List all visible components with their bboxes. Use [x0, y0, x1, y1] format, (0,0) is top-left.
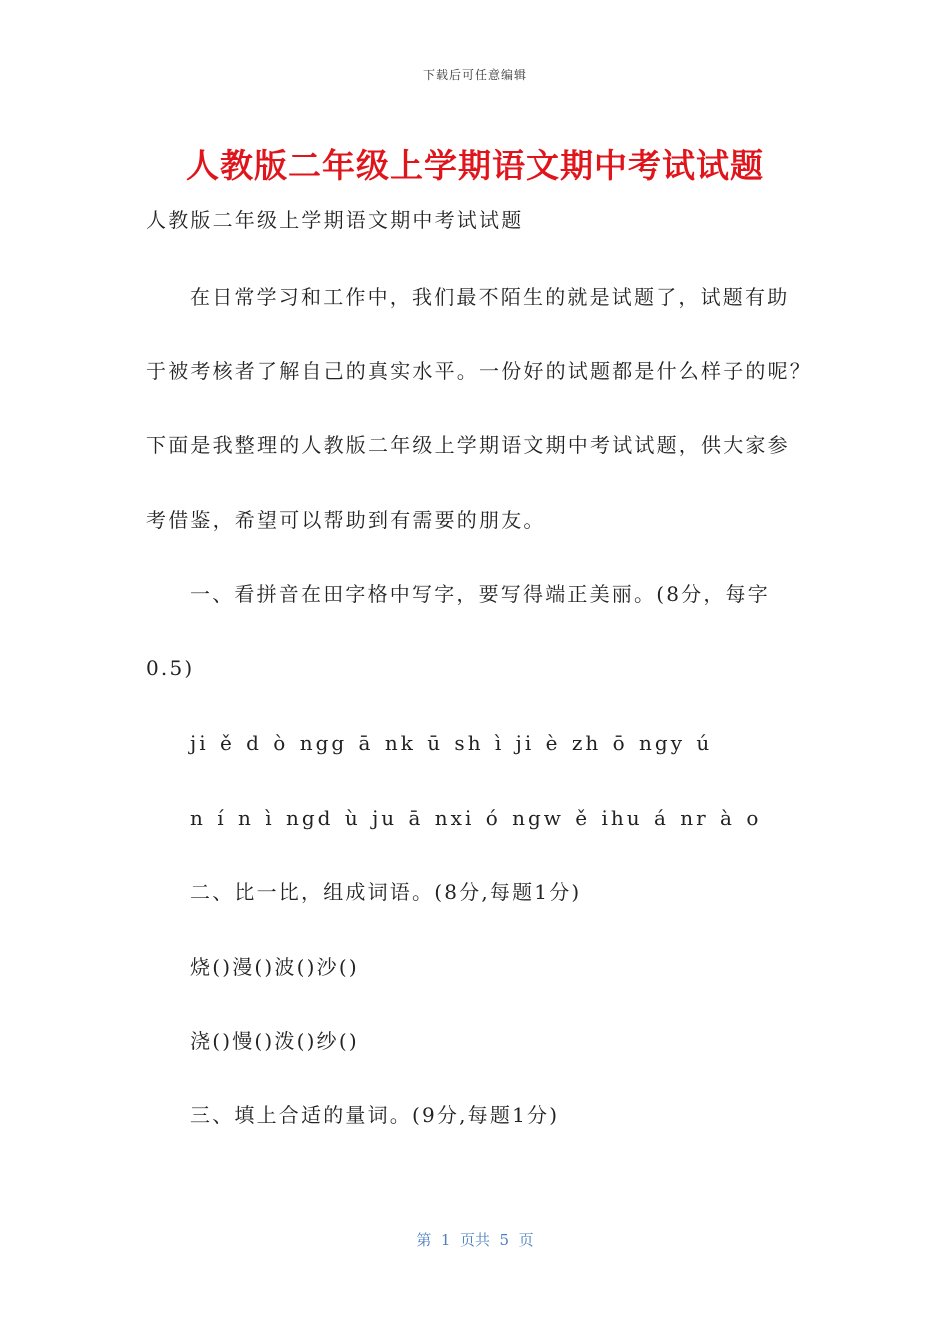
section2-row-2: 浇()慢()泼()纱() [190, 1029, 359, 1053]
section1-heading-cont: 0.5) [146, 656, 195, 680]
intro-line-3: 下面是我整理的人教版二年级上学期语文期中考试试题，供大家参 [146, 433, 790, 457]
section2-row-1: 烧()漫()波()沙() [190, 955, 359, 979]
document-subtitle: 人教版二年级上学期语文期中考试试题 [146, 208, 524, 232]
intro-line-2: 于被考核者了解自己的真实水平。一份好的试题都是什么样子的呢？ [146, 359, 812, 383]
header-note: 下载后可任意编辑 [422, 68, 527, 82]
section1-heading: 一、看拼音在田字格中写字，要写得端正美丽。(8分，每字 [190, 582, 770, 606]
intro-line-4: 考借鉴，希望可以帮助到有需要的朋友。 [146, 508, 546, 532]
section1-pinyin-line-1: ji ě d ò ngg ā nk ū sh ì ji è zh ō ngy ú [190, 731, 713, 755]
section1-pinyin-line-2: n í n ì ngd ù ju ā nxi ó ngw ě ihu á nr à o [190, 806, 762, 830]
section2-heading: 二、比一比，组成词语。(8分,每题1分) [190, 880, 582, 904]
document-title: 人教版二年级上学期语文期中考试试题 [186, 146, 764, 185]
page-footer: 第 1 页共 5 页 [416, 1231, 534, 1249]
section3-heading: 三、填上合适的量词。(9分,每题1分) [190, 1103, 560, 1127]
intro-line-1: 在日常学习和工作中，我们最不陌生的就是试题了，试题有助 [190, 285, 790, 309]
